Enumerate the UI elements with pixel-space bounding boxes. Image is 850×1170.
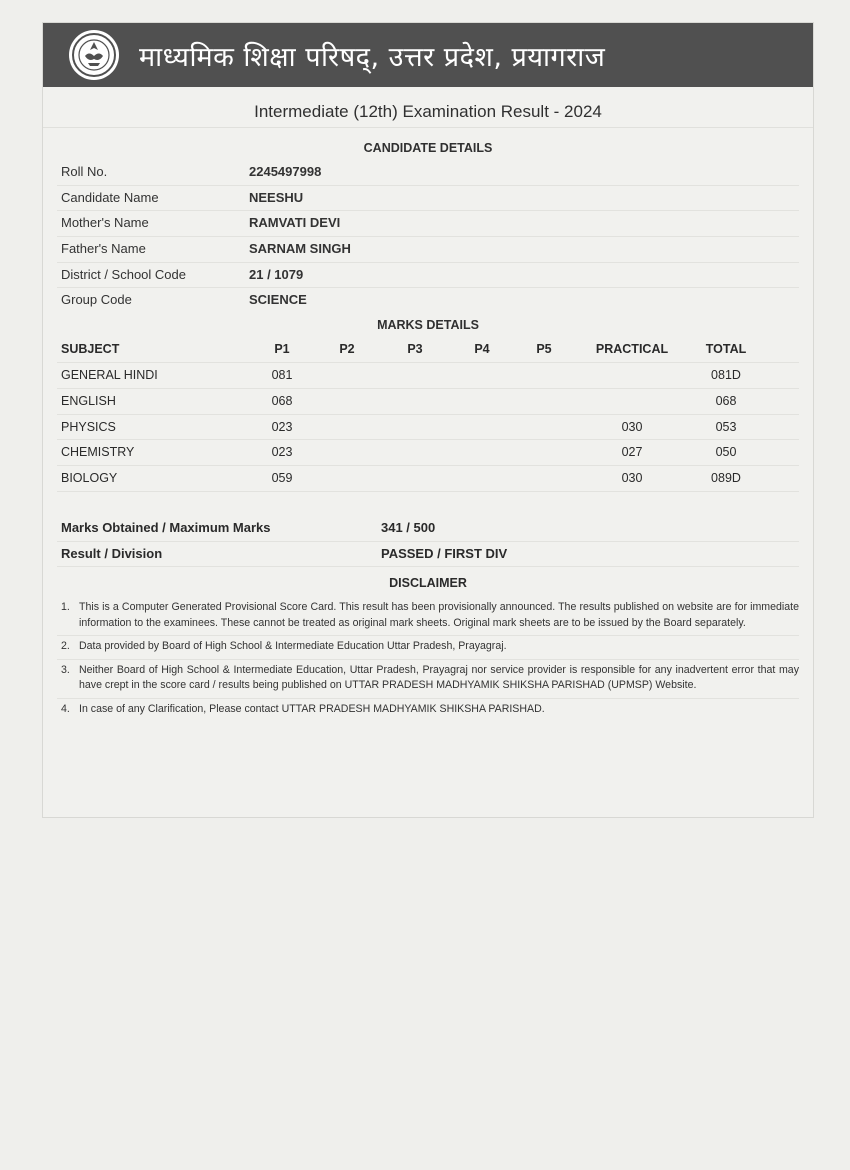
p3-cell [381, 415, 449, 440]
p4-cell [449, 389, 515, 414]
p1-cell: 059 [271, 471, 293, 486]
p2-cell [313, 466, 381, 491]
p4-cell [449, 363, 515, 388]
p1-cell: 023 [271, 445, 293, 460]
candidate-row-mother-name [57, 211, 799, 237]
marks-details-heading: MARKS DETAILS [377, 318, 479, 333]
column-header: PRACTICAL [595, 342, 669, 357]
field-value: SARNAM SINGH [249, 241, 351, 257]
marks-table [57, 337, 799, 492]
list-text: This is a Computer Generated Provisional Score Card. This result has been provisionally announced. The results published on website are for immediate information to the examinees. These cannot be treated as original mark sheets. Original mark sheets are to be issued by the Board separately. [79, 601, 799, 629]
result-division-label: Result / Division [61, 545, 163, 561]
result-division-row [57, 542, 799, 568]
practical-cell [573, 363, 691, 388]
field-value: 21 / 1079 [249, 266, 304, 282]
field-value: SCIENCE [249, 292, 307, 308]
header-banner [43, 23, 813, 87]
p5-cell [515, 389, 573, 414]
candidate-row-father-name [57, 237, 799, 263]
total-cell: 068 [715, 393, 737, 408]
subject-cell: GENERAL HINDI [61, 367, 158, 382]
column-header: P4 [474, 342, 490, 357]
p5-cell [515, 466, 573, 491]
p2-cell [313, 440, 381, 465]
field-label: District / School Code [61, 266, 186, 282]
p5-cell [515, 440, 573, 465]
p2-cell [313, 363, 381, 388]
candidate-row-district-school-code [57, 263, 799, 289]
practical-cell: 030 [621, 419, 643, 434]
p2-cell [313, 389, 381, 414]
marks-obtained-label: Marks Obtained / Maximum Marks [61, 519, 271, 535]
list-item [57, 699, 799, 722]
p4-cell [449, 415, 515, 440]
p4-cell [449, 440, 515, 465]
list-number: 4. [61, 702, 70, 715]
list-number: 2. [61, 640, 70, 653]
practical-cell: 027 [621, 445, 643, 460]
column-header: P5 [536, 342, 552, 357]
list-item [57, 597, 799, 636]
total-cell: 050 [715, 445, 737, 460]
subject-cell: BIOLOGY [61, 471, 118, 486]
field-label: Candidate Name [61, 189, 159, 205]
list-text: In case of any Clarification, Please contact UTTAR PRADESH MADHYAMIK SHIKSHA PARISHAD. [79, 702, 545, 715]
p5-cell [515, 363, 573, 388]
p1-cell: 023 [271, 419, 293, 434]
field-value: 2245497998 [249, 164, 322, 179]
field-value: NEESHU [249, 189, 304, 205]
marks-table-header [57, 337, 799, 363]
total-cell: 053 [715, 419, 737, 434]
p3-cell [381, 363, 449, 388]
result-summary [57, 516, 799, 567]
list-text: Data provided by Board of High School & Intermediate Education Uttar Pradesh, Prayagraj. [79, 640, 507, 653]
p3-cell [381, 440, 449, 465]
practical-cell: 030 [621, 471, 643, 486]
total-cell: 089D [711, 471, 741, 486]
p4-cell [449, 466, 515, 491]
marks-obtained-value: 341 / 500 [381, 519, 436, 535]
disclaimer-heading: DISCLAIMER [389, 576, 467, 591]
score-card [42, 22, 814, 818]
p2-cell [313, 415, 381, 440]
p5-cell [515, 415, 573, 440]
p3-cell [381, 389, 449, 414]
total-cell: 081D [711, 367, 741, 382]
column-header: P1 [274, 342, 290, 357]
p3-cell [381, 466, 449, 491]
column-header: TOTAL [705, 342, 747, 357]
field-label: Roll No. [61, 164, 108, 179]
field-label: Group Code [61, 292, 132, 308]
candidate-row-group-code [57, 288, 799, 313]
list-number: 3. [61, 663, 70, 676]
field-label: Mother's Name [61, 215, 149, 231]
candidate-details-heading: CANDIDATE DETAILS [363, 141, 493, 155]
column-header: P2 [339, 342, 355, 357]
candidate-details [43, 160, 813, 313]
list-item [57, 660, 799, 699]
subject-cell: PHYSICS [61, 419, 116, 434]
p1-cell: 081 [271, 367, 293, 382]
list-number: 1. [61, 601, 70, 614]
p1-cell: 068 [271, 393, 293, 408]
marks-obtained-row [57, 516, 799, 542]
result-division-value: PASSED / FIRST DIV [381, 545, 508, 561]
table-row [57, 389, 799, 415]
disclaimer-list [57, 597, 799, 721]
list-text: Neither Board of High School & Intermediate Education, Uttar Pradesh, Prayagraj nor service provider is responsible for any inadvertent error that may have crept in the score card / results being published on UTTAR PRADESH MADHYAMIK SHIKSHA PARISHAD (UPMSP) Website. [79, 663, 799, 692]
candidate-row-name [57, 186, 799, 212]
table-row [57, 440, 799, 466]
practical-cell [573, 389, 691, 414]
column-header: P3 [407, 342, 423, 357]
subject-cell: CHEMISTRY [61, 445, 135, 460]
exam-title: Intermediate (12th) Examination Result - 2024 [43, 97, 813, 128]
board-name-hindi: माध्यमिक शिक्षा परिषद्, उत्तर प्रदेश, प्रयागराज [139, 41, 606, 73]
list-item [57, 636, 799, 660]
field-label: Father's Name [61, 241, 146, 257]
table-row [57, 415, 799, 441]
table-row [57, 466, 799, 492]
column-header: SUBJECT [61, 342, 120, 357]
candidate-row-roll-no [57, 160, 799, 186]
table-row [57, 363, 799, 389]
up-government-seal-icon [69, 30, 119, 80]
subject-cell: ENGLISH [61, 393, 116, 408]
field-value: RAMVATI DEVI [249, 215, 341, 231]
